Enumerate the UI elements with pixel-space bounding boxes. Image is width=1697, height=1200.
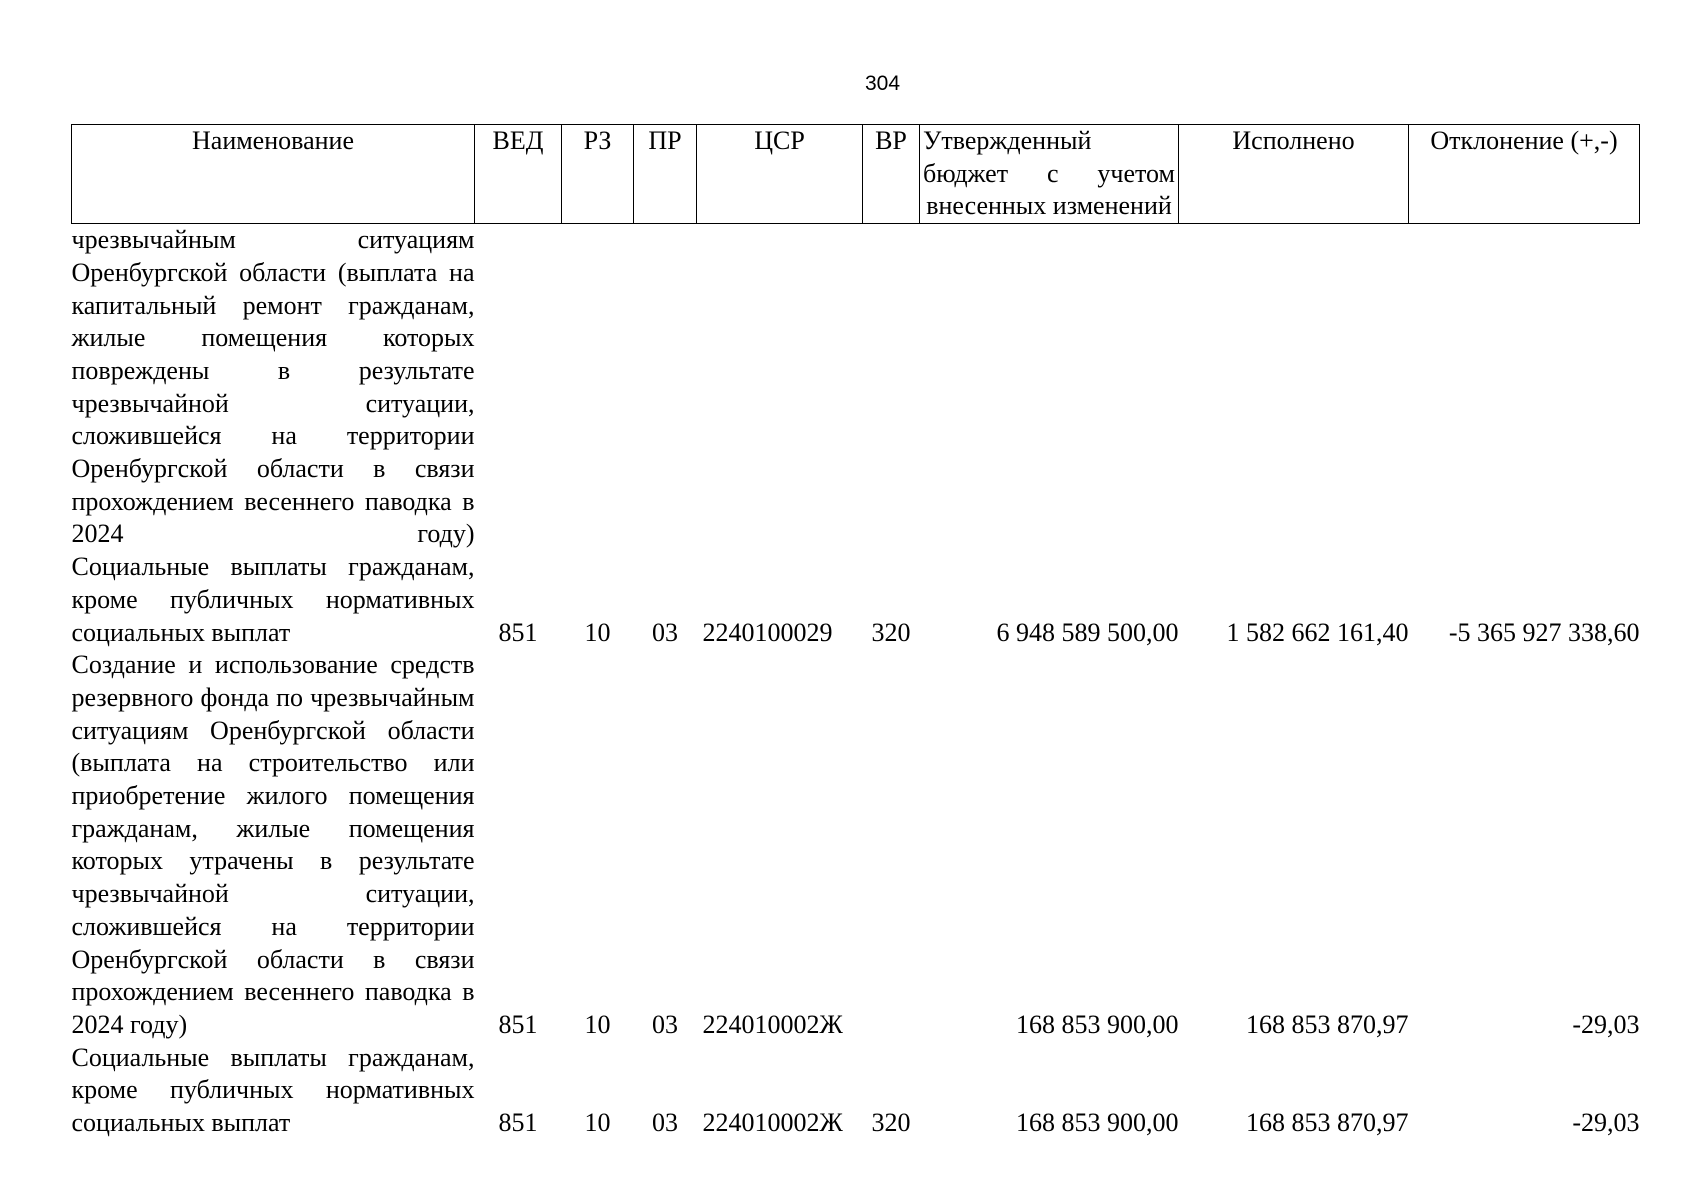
row-1-vr: 320	[871, 617, 911, 647]
header-approved-budget	[920, 125, 1179, 224]
row-2-deviation: -29,03	[1572, 1009, 1640, 1039]
row-2-ved: 851	[498, 1009, 538, 1039]
budget-execution-table	[71, 124, 1640, 1140]
row-3-vr: 320	[871, 1108, 911, 1138]
row-1-deviation: -5 365 927 338,60	[1448, 617, 1640, 647]
row-3-pr: 03	[652, 1108, 678, 1138]
row-1-csr: 2240100029	[702, 617, 833, 647]
row-2-pr: 03	[652, 1009, 678, 1039]
row-3-name: Социальные выплаты гражданам, кроме публичных нормативных социальных выплат	[71, 1042, 475, 1138]
row-2-name: Создание и использование средств резервного фонда по чрезвычайным ситуациям Оренбургской области (выплата на строительство или приобретение жилого помещения гражданам, жилые помещения которых утрачены в результате чрезвычайной ситуации, сложившейся на территории Оренбургской области в связи прохождением весеннего паводка в 2024 году)	[71, 650, 475, 1039]
table-row-continuation	[72, 224, 1640, 552]
row-continuation-name: чрезвычайным ситуациям Оренбургской области (выплата на капитальный ремонт гражданам, жилые помещения которых повреждены в результате чрезвычайной ситуации, сложившейся на территории Оренбургской области в связи прохождением весеннего паводка в 2024 году)	[71, 225, 475, 549]
table-row	[72, 1042, 1640, 1140]
header-approved-budget-text: Утвержденный бюджет с учетом внесенных изменений	[923, 126, 1175, 221]
row-3-csr: 224010002Ж	[702, 1108, 843, 1138]
header-deviation: Отклонение (+,-)	[1409, 125, 1640, 224]
row-2-rz: 10	[584, 1009, 611, 1039]
row-2-approved: 168 853 900,00	[1016, 1009, 1179, 1039]
header-ved: ВЕД	[475, 125, 562, 224]
row-3-approved: 168 853 900,00	[1016, 1108, 1179, 1138]
table-row	[72, 649, 1640, 1041]
row-3-rz: 10	[584, 1108, 611, 1138]
row-1-ved: 851	[498, 617, 538, 647]
row-1-executed: 1 582 662 161,40	[1226, 617, 1409, 647]
header-name: Наименование	[72, 125, 475, 224]
row-3-ved: 851	[498, 1108, 538, 1138]
page-number: 304	[864, 72, 901, 95]
header-csr: ЦСР	[697, 125, 863, 224]
header-vr: ВР	[863, 125, 920, 224]
row-1-approved: 6 948 589 500,00	[996, 617, 1179, 647]
header-rz: РЗ	[562, 125, 634, 224]
table-row	[72, 551, 1640, 649]
row-3-executed: 168 853 870,97	[1246, 1108, 1409, 1138]
row-3-deviation: -29,03	[1572, 1108, 1640, 1138]
table-header-row	[72, 125, 1640, 224]
row-1-rz: 10	[584, 617, 611, 647]
row-2-csr: 224010002Ж	[702, 1009, 843, 1039]
row-2-executed: 168 853 870,97	[1246, 1009, 1409, 1039]
row-2-vr	[863, 649, 920, 1041]
row-1-pr: 03	[652, 617, 678, 647]
header-pr: ПР	[634, 125, 697, 224]
row-1-name: Социальные выплаты гражданам, кроме публичных нормативных социальных выплат	[71, 552, 475, 647]
header-executed: Исполнено	[1179, 125, 1409, 224]
